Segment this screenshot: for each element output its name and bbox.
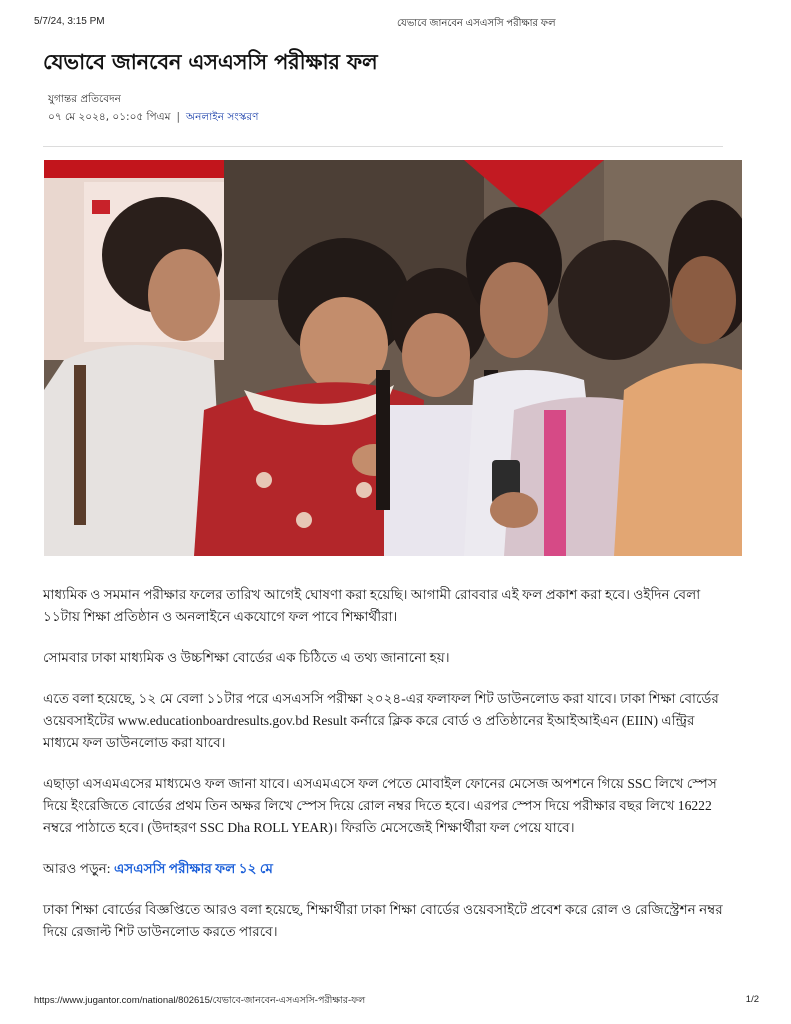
print-datetime: 5/7/24, 3:15 PM	[34, 16, 105, 27]
article-photo	[44, 160, 742, 556]
article-paragraph-1: মাধ্যমিক ও সমমান পরীক্ষার ফলের তারিখ আগেই ঘোষণা করা হয়েছি। আগামী রোববার এই ফল প্রকাশ করা হবে। ওইদিন বেলা ১১টায় শিক্ষা প্রতিষ্ঠান ও অনলাইনে একযোগে ফল পাবে শিক্ষার্থীরা।	[43, 587, 701, 624]
print-page-title: যেভাবে জানবেন এসএসসি পরীক্ষার ফল	[397, 18, 556, 29]
read-more-link[interactable]: এসএসসি পরীক্ষার ফল ১২ মে	[113, 861, 273, 876]
article-paragraph-closing: ঢাকা শিক্ষা বোর্ডের বিজ্ঞপ্তিতে আরও বলা হয়েছে, শিক্ষার্থীরা ঢাকা শিক্ষা বোর্ডের ওয়েবসাইটে প্রবেশ করে রোল ও রেজিস্ট্রেশন নম্বর দিয়ে রেজাল্ট শিট ডাউনলোড করতে পারবে।	[43, 902, 723, 939]
article-headline: যেভাবে জানবেন এসএসসি পরীক্ষার ফল	[43, 50, 378, 74]
print-url: https://www.jugantor.com/national/802615/যেভাবে-জানবেন-এসএসসি-পরীক্ষার-ফল	[34, 995, 366, 1006]
article-paragraph-2: সোমবার ঢাকা মাধ্যমিক ও উচ্চশিক্ষা বোর্ডের এক চিঠিতে এ তথ্য জানানো হয়।	[43, 650, 450, 665]
article-byline: যুগান্তর প্রতিবেদন	[48, 93, 121, 105]
article-paragraph-4: এছাড়া এসএমএসের মাধ্যমেও ফল জানা যাবে। এসএমএসে ফল পেতে মোবাইল ফোনের মেসেজ অপশনে গিয়ে SSC লিখে স্পেস দিয়ে ইংরেজিতে বোর্ডের প্রথম তিন অক্ষর লিখে স্পেস দিয়ে রোল নম্বর দিতে হবে। এরপর স্পেস দিয়ে পরীক্ষার বছর লিখে 16222 নম্বরে পাঠাতে হবে। (উদাহরণ SSC Dha ROLL YEAR)। ফিরতি মেসেজেই শিক্ষার্থীরা ফল পেয়ে যাবে।	[43, 776, 717, 835]
read-more	[43, 858, 728, 880]
read-more-label: আরও পড়ুন:	[43, 861, 111, 876]
article-body	[43, 584, 728, 962]
header-divider	[43, 146, 723, 147]
published-datetime: ০৭ মে ২০২৪, ০১:০৫ পিএম	[48, 111, 171, 123]
article-paragraph-3: এতে বলা হয়েছে, ১২ মে বেলা ১১টার পরে এসএসসি পরীক্ষা ২০২৪-এর ফলাফল শিট ডাউনলোড করা যাবে। ঢাকা শিক্ষা বোর্ডের ওয়েবসাইটের www.educationboardresults.gov.bd Result কর্নারে ক্লিক করে বোর্ড ও প্রতিষ্ঠানের ইআইআইএন (EIIN) এন্ট্রির মাধ্যমে ফল ডাউনলোড করা যাবে।	[43, 691, 719, 750]
article-dateline	[48, 110, 259, 127]
online-edition-link[interactable]: অনলাইন সংস্করণ	[186, 111, 259, 123]
print-page-number: 1/2	[745, 994, 759, 1005]
print-footer	[34, 994, 759, 1010]
print-header	[34, 16, 759, 32]
dateline-separator: |	[176, 111, 181, 123]
